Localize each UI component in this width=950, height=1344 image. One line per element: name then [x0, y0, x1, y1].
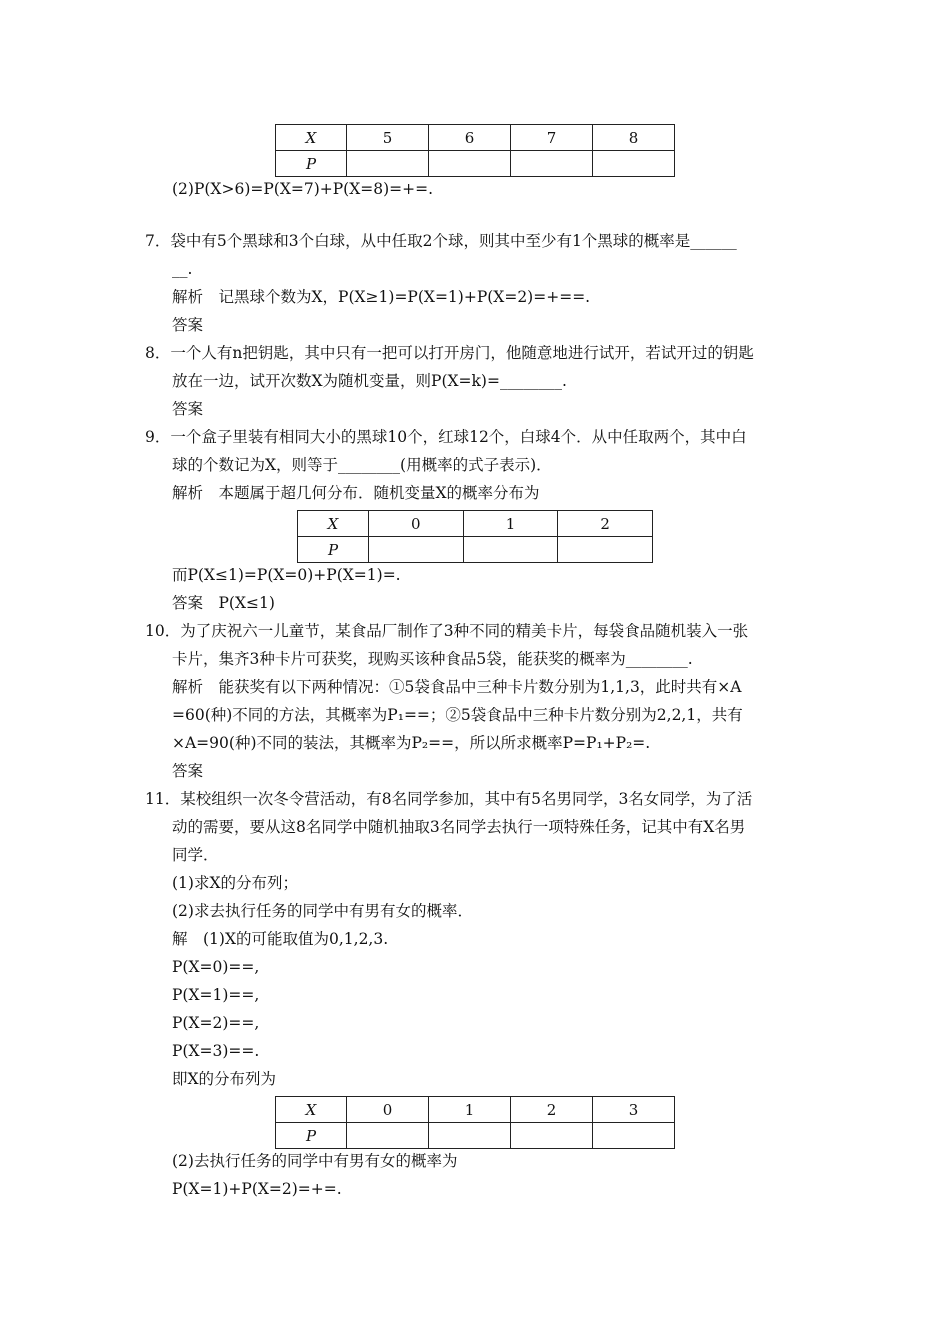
table-cell [463, 537, 558, 563]
q10-stem-line1: 10．为了庆祝六一儿童节，某食品厂制作了3种不同的精美卡片，每袋食品随机装入一张 [145, 622, 749, 640]
table-cell: 2 [558, 511, 653, 537]
table-header-x: X [298, 511, 369, 537]
q10-analysis-line2: =60(种)不同的方法，其概率为P₁==；②5袋食品中三种卡片数分别为2,2,1，共有 [172, 706, 743, 724]
table-cell: 3 [593, 1097, 675, 1123]
table-header-x: X [276, 1097, 347, 1123]
q11-solution-line5: P(X=3)==. [172, 1042, 260, 1060]
table-cell [347, 151, 429, 177]
q9-answer: 答案 P(X≤1) [172, 594, 275, 612]
distribution-table-q9 [297, 510, 653, 563]
table-header-p: P [276, 151, 347, 177]
q11-solution-line3: P(X=1)==, [172, 986, 260, 1004]
table-cell [593, 1123, 675, 1149]
q7-stem-line1: 7．袋中有5个黑球和3个白球，从中任取2个球，则其中至少有1个黑球的概率是______ [145, 232, 737, 250]
table-cell: 0 [347, 1097, 429, 1123]
q8-answer: 答案 [172, 400, 204, 418]
q9-stem-line1: 9．一个盒子里装有相同大小的黑球10个，红球12个，白球4个．从中任取两个，其中白 [145, 428, 747, 446]
q8-stem-line1: 8．一个人有n把钥匙，其中只有一把可以打开房门，他随意地进行试开，若试开过的钥匙 [145, 344, 754, 362]
table-cell [558, 537, 653, 563]
table-header-p: P [298, 537, 369, 563]
table-row [298, 537, 653, 563]
table-cell [429, 151, 511, 177]
q11-stem-line2: 动的需要，要从这8名同学中随机抽取3名同学去执行一项特殊任务，记其中有X名男 [172, 818, 746, 836]
table-row [276, 151, 675, 177]
distribution-table-q6 [275, 124, 675, 177]
q11-subquestion-2: (2)求去执行任务的同学中有男有女的概率． [172, 902, 473, 920]
distribution-table-q11 [275, 1096, 675, 1149]
q11-solution-line1: 解 (1)X的可能取值为0,1,2,3. [172, 930, 389, 948]
table-cell: 1 [463, 511, 558, 537]
table-cell: 2 [511, 1097, 593, 1123]
table-cell [511, 1123, 593, 1149]
q9-result: 而P(X≤1)=P(X=0)+P(X=1)=. [172, 566, 401, 584]
table-cell [369, 537, 464, 563]
q7-analysis: 解析 记黑球个数为X，P(X≥1)=P(X=1)+P(X=2)=+==. [172, 288, 591, 306]
table-header-p: P [276, 1123, 347, 1149]
table-cell [347, 1123, 429, 1149]
table-header-x: X [276, 125, 347, 151]
table-row [276, 1123, 675, 1149]
q11-stem-line1: 11．某校组织一次冬令营活动，有8名同学参加，其中有5名男同学，3名女同学，为了活 [145, 790, 753, 808]
q11-solution-line2: P(X=0)==, [172, 958, 260, 976]
table-cell: 5 [347, 125, 429, 151]
q11-solution-line6: 即X的分布列为 [172, 1070, 277, 1088]
table-cell [511, 151, 593, 177]
q10-analysis-line1: 解析 能获奖有以下两种情况：①5袋食品中三种卡片数分别为1,1,3，此时共有×A [172, 678, 742, 696]
table-cell [593, 151, 675, 177]
q10-analysis-line3: ×A=90(种)不同的装法，其概率为P₂==，所以所求概率P=P₁+P₂=. [172, 734, 651, 752]
table-cell [429, 1123, 511, 1149]
table-row [298, 511, 653, 537]
table-cell: 6 [429, 125, 511, 151]
q11-part2-line1: (2)去执行任务的同学中有男有女的概率为 [172, 1152, 458, 1170]
table-row [276, 125, 675, 151]
q10-stem-line2: 卡片，集齐3种卡片可获奖，现购买该种食品5袋，能获奖的概率为________. [172, 650, 693, 668]
table-cell: 1 [429, 1097, 511, 1123]
q8-stem-line2: 放在一边，试开次数X为随机变量，则P(X=k)=________. [172, 372, 567, 390]
q11-stem-line3: 同学． [172, 846, 219, 864]
q11-subquestion-1: (1)求X的分布列； [172, 874, 298, 892]
q9-stem-line2: 球的个数记为X，则等于________(用概率的式子表示)． [172, 456, 552, 474]
q7-answer: 答案 [172, 316, 204, 334]
table-row [276, 1097, 675, 1123]
table-cell: 8 [593, 125, 675, 151]
table-cell: 7 [511, 125, 593, 151]
q10-answer: 答案 [172, 762, 204, 780]
q6-answer-line: (2)P(X>6)=P(X=7)+P(X=8)=+=. [172, 180, 434, 198]
table-cell: 0 [369, 511, 464, 537]
q7-stem-line2: __. [172, 260, 193, 278]
q9-analysis: 解析 本题属于超几何分布．随机变量X的概率分布为 [172, 484, 540, 502]
q11-part2-line2: P(X=1)+P(X=2)=+=. [172, 1180, 342, 1198]
q11-solution-line4: P(X=2)==, [172, 1014, 260, 1032]
